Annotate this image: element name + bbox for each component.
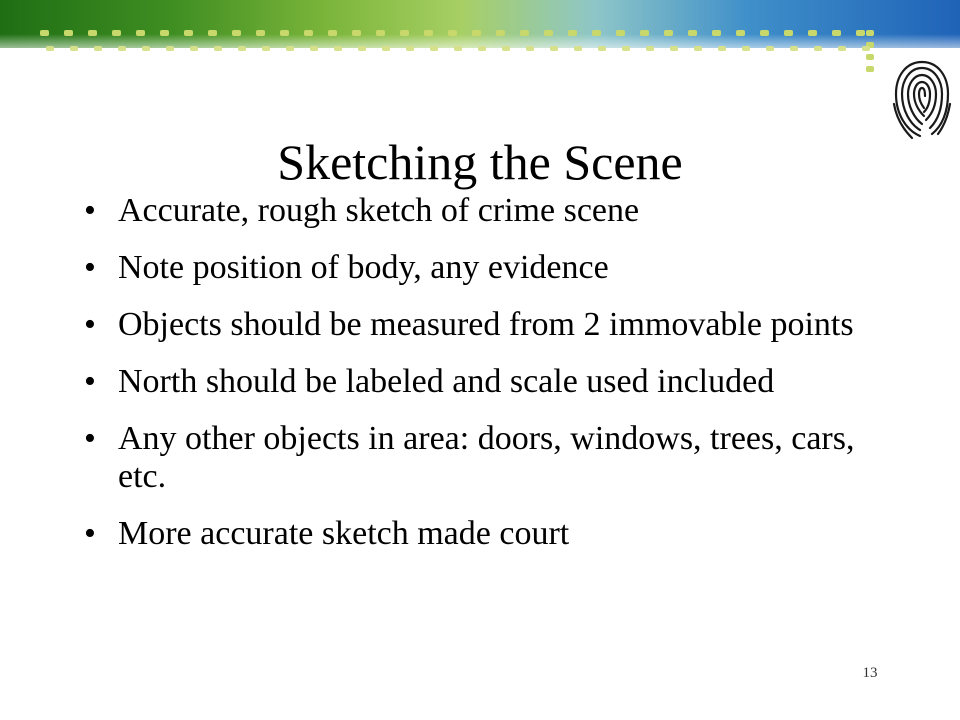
bullet-text: Accurate, rough sketch of crime scene xyxy=(118,192,640,229)
bullet-item xyxy=(84,192,884,230)
bullet-text: Any other objects in area: doors, windows, trees, cars, etc. xyxy=(118,420,855,495)
bullet-item xyxy=(84,420,884,496)
bullet-item xyxy=(84,306,884,344)
bullet-marker: • xyxy=(84,192,96,229)
page-number: 13 xyxy=(862,665,878,681)
fingerprint-icon xyxy=(884,48,960,144)
bullet-item xyxy=(84,249,884,287)
bullet-marker: • xyxy=(84,249,96,286)
bullet-text: North should be labeled and scale used included xyxy=(118,363,775,400)
bullet-marker: • xyxy=(84,363,96,400)
bullet-text: More accurate sketch made court xyxy=(118,515,570,552)
slide-title: Sketching the Scene xyxy=(277,133,683,190)
bullet-text: Objects should be measured from 2 immovable points xyxy=(118,306,854,343)
bullet-item xyxy=(84,515,884,553)
bullet-marker: • xyxy=(84,515,96,552)
decorative-dots xyxy=(0,26,960,86)
bullet-marker: • xyxy=(84,306,96,343)
bullet-list xyxy=(84,192,884,572)
bullet-text: Note position of body, any evidence xyxy=(118,249,609,286)
bullet-item xyxy=(84,363,884,401)
bullet-marker: • xyxy=(84,420,96,457)
